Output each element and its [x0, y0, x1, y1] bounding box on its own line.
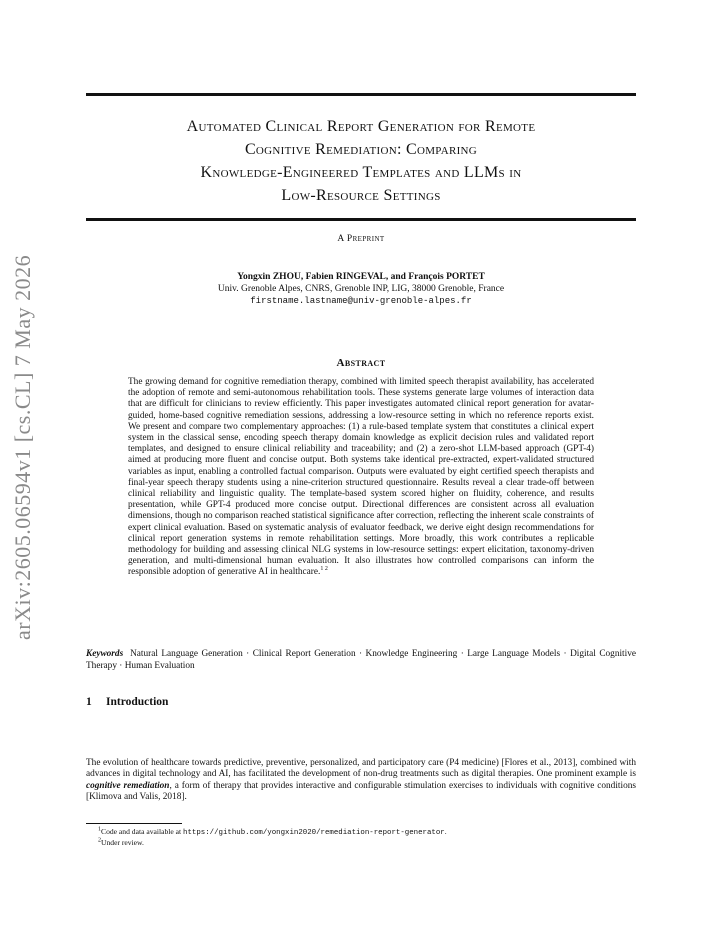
footnote-1-text: Code and data available at [101, 827, 184, 836]
footnote-1-link[interactable]: https://github.com/yongxin2020/remediation-report-generator [183, 829, 445, 837]
footnote-rule [86, 823, 182, 824]
title-line-1: Automated Clinical Report Generation for Remote [186, 118, 536, 135]
intro-text-part2: , a form of therapy that provides interactive and configurable stimulation exercises to individuals with cognitive conditions [Klimova and Valis, 2018]. [86, 780, 636, 803]
keywords-label: Keywords [86, 649, 124, 659]
title-line-2: Cognitive Remediation: Comparing [244, 141, 478, 158]
intro-text-part1: The evolution of healthcare towards predictive, preventive, personalized, and participatory care (P4 medicine) [Flores et al., 2013], combined with advances in digital technology and AI, has facilitated the development of non-drug treatments such as digital therapies. One prominent example is [86, 758, 636, 780]
title-line-4: Low-Resource Settings [281, 187, 441, 204]
intro-emphasis: cognitive remediation [86, 780, 170, 791]
footnote-2-mark: 2 [98, 837, 101, 844]
preprint-label: A Preprint [337, 234, 385, 244]
keywords [86, 649, 636, 672]
section-number: 1 [86, 696, 92, 708]
author-names: Yongxin ZHOU, Fabien RINGEVAL, and François PORTET [237, 272, 485, 282]
footnote-2 [98, 838, 447, 847]
title-top-rule [86, 93, 636, 96]
abstract-body [128, 377, 594, 579]
footnote-1-end: . [444, 827, 447, 836]
author-affiliation: Univ. Grenoble Alpes, CNRS, Grenoble INP, LIG, 38000 Grenoble, France [217, 284, 505, 294]
footnote-1 [98, 827, 447, 838]
paper-title [86, 115, 636, 207]
keywords-text: Natural Language Generation · Clinical Report Generation · Knowledge Engineering · Large Language Models · Digital Cognitive Therapy · Human Evaluation [86, 649, 636, 671]
abstract-footnote-marks: 1 2 [320, 566, 328, 573]
author-email: firstname.lastname@univ-grenoble-alpes.fr [250, 296, 472, 306]
intro-paragraph [86, 758, 636, 804]
title-line-3: Knowledge-Engineered Templates and LLMs in [200, 164, 522, 181]
title-bottom-rule [86, 218, 636, 221]
abstract-text: The growing demand for cognitive remediation therapy, combined with limited speech therapist availability, has accelerated the adoption of remote and semi-autonomous rehabilitation tools. These systems generate large volumes of interaction data that are difficult for clinicians to review efficiently. This paper investigates automated clinical report generation for avatar-guided, home-based cognitive remediation sessions, addressing a low-resource setting in which no reference reports exist. We present and compare two complementary approaches: (1) a rule-based template system that constitutes a clinical expert system in the classical sense, encoding speech therapy domain knowledge as explicit decision rules and validated report templates, and designed to ensure clinical reliability and traceability; and (2) a zero-shot LLM-based approach (GPT-4) aimed at producing more fluent and concise output. Both systems take identical pre-extracted, expert-validated structured variables as input, enabling a controlled factual comparison. Outputs were evaluated by eight certified speech therapists and final-year speech therapy students using a nine-criterion structured questionnaire. Results reveal a clear trade-off between clinical reliability and linguistic quality. The template-based system scored higher on fluidity, coherence, and results presentation, while GPT-4 produced more concise output. Directional differences are consistent across all evaluation dimensions, though no comparison reached statistical significance after correction, reflecting the inherent scale constraints of expert clinical evaluation. Based on systematic analysis of evaluator feedback, we derive eight design recommendations for clinical report generation systems in remote rehabilitation settings. More broadly, this work contributes a replicable methodology for building and assessing clinical NLG systems in low-resource settings: expert elicitation, taxonomy-driven generation, and multi-dimensional human evaluation. It also illustrates how controlled comparisons can inform the responsible adoption of generative AI in healthcare. [128, 377, 594, 578]
author-block [86, 271, 636, 307]
section-title: Introduction [106, 696, 169, 708]
footnote-1-mark: 1 [98, 826, 101, 833]
footnotes [98, 827, 447, 848]
section-heading-introduction [86, 696, 168, 708]
abstract-heading: Abstract [336, 357, 386, 369]
footnote-2-text: Under review. [101, 838, 144, 848]
arxiv-stamp: arXiv:2605.06594v1 [cs.CL] 7 May 2026 [10, 254, 35, 640]
